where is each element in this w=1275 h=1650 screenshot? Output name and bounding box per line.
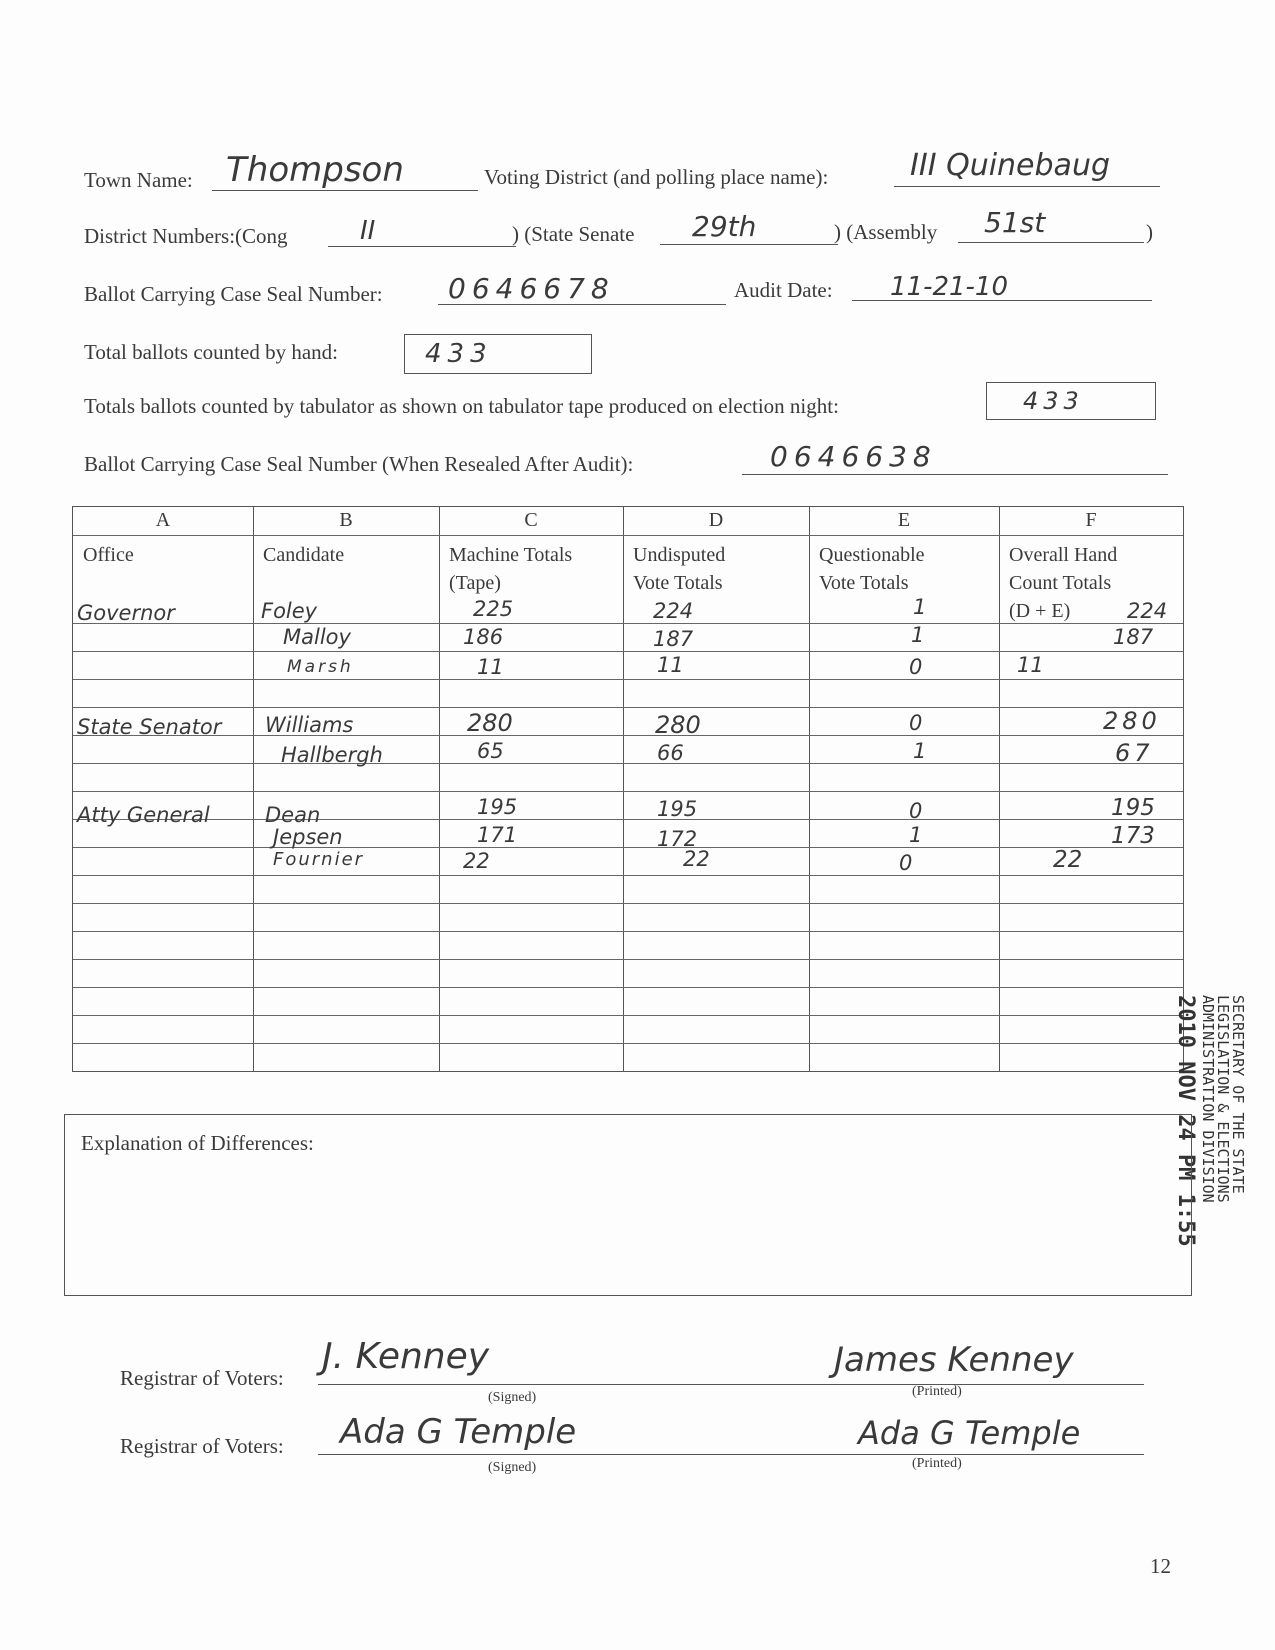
questionable-cell: 1	[909, 823, 923, 847]
undisputed-cell: 280	[655, 711, 701, 739]
questionable-cell: 0	[899, 851, 913, 875]
registrar-1-label: Registrar of Voters:	[120, 1366, 284, 1390]
audit-table	[72, 506, 1184, 1072]
registrar-1-printed-name: James Kenney	[834, 1340, 1074, 1380]
overall-cell: 11	[1017, 653, 1044, 677]
office-cell: State Senator	[77, 715, 222, 739]
questionable-cell: 1	[911, 623, 925, 647]
undisputed-cell: 22	[683, 847, 710, 871]
questionable-cell: 0	[909, 799, 923, 823]
candidate-cell: Marsh	[287, 657, 354, 677]
machine-cell: 171	[477, 823, 518, 847]
hand-count-box	[404, 334, 592, 374]
col-header-candidate: Candidate	[263, 544, 345, 566]
registrar-2-printed-label: (Printed)	[912, 1456, 962, 1471]
tabulator-value: 433	[1023, 387, 1084, 415]
candidate-cell: Foley	[261, 599, 318, 623]
district-value: III Quinebaug	[910, 148, 1110, 183]
machine-cell: 186	[463, 625, 504, 649]
overall-cell: 224	[1127, 599, 1168, 623]
candidate-cell: Williams	[265, 713, 354, 737]
audit-date-value: 11-21-10	[890, 272, 1009, 302]
undisputed-cell: 66	[657, 741, 684, 765]
hand-count-label: Total ballots counted by hand:	[84, 340, 338, 364]
overall-cell: 22	[1053, 847, 1083, 873]
seal-value: 0646678	[448, 272, 615, 305]
registrar-1-signed-label: (Signed)	[488, 1390, 537, 1405]
col-letter-c: C	[524, 509, 538, 531]
overall-cell: 195	[1111, 795, 1155, 821]
town-value: Thompson	[226, 150, 404, 190]
state-senate-value: 29th	[692, 210, 757, 243]
town-label: Town Name:	[84, 168, 193, 192]
questionable-cell: 1	[913, 739, 927, 763]
explanation-label: Explanation of Differences:	[81, 1131, 314, 1155]
questionable-cell: 0	[909, 711, 923, 735]
col-header-overall: Overall Hand Count Totals (D + E)	[1009, 544, 1118, 622]
stamp-datetime: 2010 NOV 24 PM 1:55	[1173, 995, 1198, 1247]
col-letter-d: D	[708, 509, 724, 531]
undisputed-cell: 187	[653, 627, 694, 651]
candidate-cell: Hallbergh	[281, 743, 383, 767]
col-letter-f: F	[1085, 509, 1097, 531]
machine-cell: 11	[477, 655, 504, 679]
col-header-office: Office	[83, 544, 134, 566]
stamp-line-1: SECRETARY OF THE STATE	[1229, 995, 1247, 1194]
audit-date-label: Audit Date:	[734, 278, 833, 302]
machine-cell: 65	[477, 739, 504, 763]
col-letter-a: A	[155, 509, 171, 531]
candidate-cell: Jepsen	[273, 825, 343, 849]
undisputed-cell: 224	[653, 599, 694, 623]
col-header-machine: Machine Totals (Tape)	[449, 544, 573, 594]
candidate-cell: Dean	[265, 803, 321, 827]
stamp-line-2: LEGISLATION & ELECTIONS	[1214, 995, 1232, 1203]
reseal-label: Ballot Carrying Case Seal Number (When Resealed After Audit):	[84, 452, 634, 476]
office-cell: Atty General	[77, 803, 210, 827]
registrar-2-printed-name: Ada G Temple	[858, 1414, 1081, 1452]
page-number: 12	[1150, 1554, 1171, 1578]
tabulator-label: Totals ballots counted by tabulator as shown on tabulator tape produced on election night:	[84, 394, 839, 418]
undisputed-cell: 195	[657, 797, 698, 821]
overall-cell: 280	[1103, 707, 1161, 735]
overall-cell: 187	[1113, 625, 1154, 649]
questionable-cell: 1	[913, 595, 927, 619]
state-senate-label: ) (State Senate	[512, 222, 635, 246]
questionable-cell: 0	[909, 655, 923, 679]
district-numbers-label: District Numbers:(Cong	[84, 224, 288, 248]
overall-cell: 67	[1115, 739, 1154, 767]
col-header-questionable: Questionable Vote Totals	[819, 544, 925, 594]
registrar-1-signature: J. Kenney	[322, 1336, 490, 1377]
candidate-cell: Fournier	[273, 849, 365, 870]
machine-cell: 280	[467, 709, 513, 737]
hand-count-value: 433	[425, 339, 493, 369]
undisputed-cell: 172	[657, 827, 698, 851]
stamp-line-3: ADMINISTRATION DIVISION	[1199, 995, 1217, 1203]
col-letter-e: E	[897, 509, 911, 531]
registrar-2-label: Registrar of Voters:	[120, 1434, 284, 1458]
col-letter-b: B	[339, 509, 353, 531]
registrar-1-printed-label: (Printed)	[912, 1384, 962, 1399]
seal-label: Ballot Carrying Case Seal Number:	[84, 282, 383, 306]
undisputed-cell: 11	[657, 653, 684, 677]
explanation-box	[64, 1114, 1192, 1296]
cong-value: II	[360, 216, 376, 246]
tabulator-box	[986, 382, 1156, 420]
assembly-label: ) (Assembly	[834, 220, 938, 244]
assembly-value: 51st	[984, 206, 1046, 239]
office-cell: Governor	[77, 601, 175, 625]
machine-cell: 225	[473, 597, 514, 621]
candidate-cell: Malloy	[283, 625, 351, 649]
machine-cell: 22	[463, 849, 490, 873]
reseal-value: 0646638	[770, 440, 937, 473]
close-paren: )	[1146, 220, 1153, 244]
registrar-2-signed-label: (Signed)	[488, 1460, 537, 1475]
overall-cell: 173	[1111, 823, 1155, 849]
district-label: Voting District (and polling place name):	[484, 165, 829, 189]
machine-cell: 195	[477, 795, 518, 819]
col-header-undisputed: Undisputed Vote Totals	[633, 544, 726, 594]
registrar-2-signature: Ada G Temple	[340, 1412, 577, 1452]
